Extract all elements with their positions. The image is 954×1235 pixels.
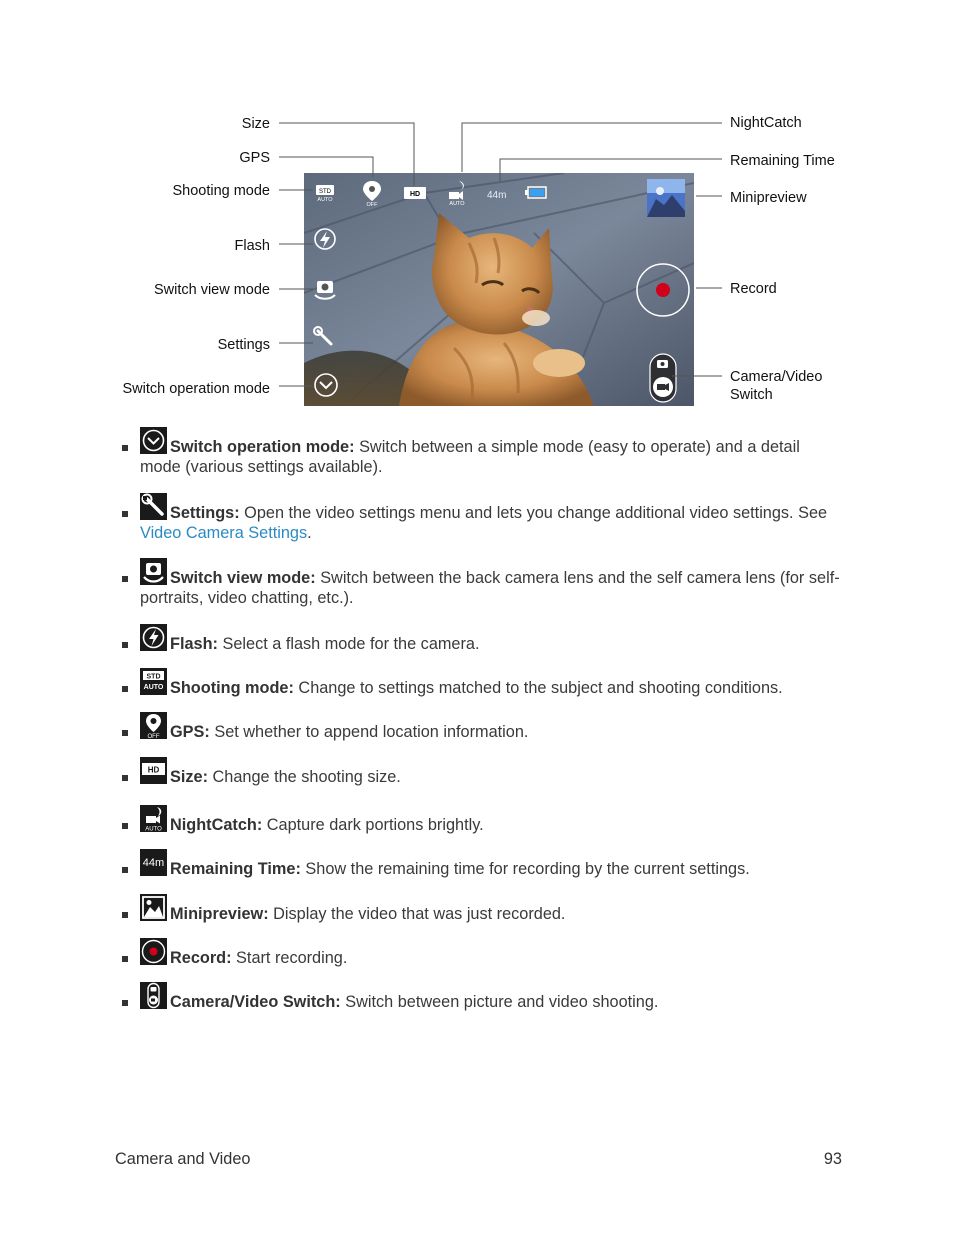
bullet bbox=[122, 956, 128, 962]
feature-desc: Start recording. bbox=[231, 949, 348, 967]
feature-desc: Capture dark portions brightly. bbox=[262, 816, 484, 834]
callout-settings: Settings bbox=[217, 337, 270, 353]
feature-title: GPS: bbox=[170, 723, 210, 741]
feature-text bbox=[140, 815, 845, 835]
callout-remaining-time: Remaining Time bbox=[730, 153, 835, 169]
bullet bbox=[122, 576, 128, 582]
feature-text bbox=[140, 678, 845, 698]
bullet bbox=[122, 1000, 128, 1006]
callout-gps: GPS bbox=[239, 150, 270, 166]
icon-auto-label: AUTO bbox=[143, 684, 164, 691]
feature-title: Camera/Video Switch: bbox=[170, 993, 341, 1011]
feature-title: Settings: bbox=[170, 504, 240, 522]
bullet bbox=[122, 511, 128, 517]
feature-text bbox=[140, 767, 845, 787]
feature-desc: Display the video that was just recorded. bbox=[268, 905, 566, 923]
feature-desc: Switch between a simple mode (easy to operate) and a detail mode (various settings available). bbox=[140, 438, 800, 476]
feature-desc: Change to settings matched to the subject and shooting conditions. bbox=[293, 679, 783, 697]
video-camera-settings-link[interactable]: Video Camera Settings bbox=[140, 524, 308, 542]
bullet bbox=[122, 686, 128, 692]
bullet bbox=[122, 823, 128, 829]
callout-leader-lines bbox=[0, 0, 954, 420]
callout-record: Record bbox=[730, 281, 777, 297]
feature-text bbox=[140, 859, 845, 879]
bullet bbox=[122, 730, 128, 736]
vf-auto-label: AUTO bbox=[317, 197, 333, 203]
vf-std-label: STD bbox=[319, 189, 331, 195]
bullet bbox=[122, 775, 128, 781]
feature-desc: Set whether to append location information. bbox=[209, 723, 529, 741]
vf-night-auto-label: AUTO bbox=[449, 201, 465, 207]
callout-shooting-mode: Shooting mode bbox=[172, 183, 270, 199]
callout-nightcatch: NightCatch bbox=[730, 115, 802, 131]
feature-desc: Switch between picture and video shooting. bbox=[340, 993, 659, 1011]
bullet bbox=[122, 867, 128, 873]
feature-text bbox=[140, 634, 845, 654]
feature-title: Minipreview: bbox=[170, 905, 269, 923]
callout-camera-video-line2: Switch bbox=[730, 387, 773, 403]
callout-camera-video-line1: Camera/Video bbox=[730, 369, 823, 385]
bullet bbox=[122, 912, 128, 918]
feature-text bbox=[140, 948, 845, 968]
callout-switch-view-mode: Switch view mode bbox=[153, 282, 270, 298]
feature-title: Shooting mode: bbox=[170, 679, 294, 697]
feature-title: NightCatch: bbox=[170, 816, 263, 834]
callout-switch-operation-mode: Switch operation mode bbox=[122, 381, 270, 397]
feature-title: Record: bbox=[170, 949, 232, 967]
feature-text bbox=[140, 992, 845, 1012]
icon-off-label: OFF bbox=[147, 734, 160, 739]
feature-title: Remaining Time: bbox=[170, 860, 301, 878]
icon-std-label: STD bbox=[146, 673, 161, 681]
feature-desc: Change the shooting size. bbox=[208, 768, 401, 786]
feature-desc: Select a flash mode for the camera. bbox=[217, 635, 480, 653]
feature-title: Switch operation mode: bbox=[170, 438, 355, 456]
callout-minipreview: Minipreview bbox=[730, 190, 807, 206]
feature-tail: . bbox=[307, 524, 312, 542]
feature-text bbox=[140, 437, 845, 477]
feature-desc: Open the video settings menu and lets you change additional video settings. See bbox=[239, 504, 828, 522]
bullet bbox=[122, 445, 128, 451]
vf-hd-label: HD bbox=[409, 191, 421, 198]
vf-gps-off-label: OFF bbox=[366, 202, 378, 208]
feature-title: Switch view mode: bbox=[170, 569, 316, 587]
feature-desc: Switch between the back camera lens and the self camera lens (for self-portraits, video chatting, etc.). bbox=[140, 569, 840, 607]
feature-desc: Show the remaining time for recording by the current settings. bbox=[300, 860, 750, 878]
bullet bbox=[122, 642, 128, 648]
footer-page-number: 93 bbox=[823, 1150, 842, 1168]
callout-flash: Flash bbox=[234, 238, 270, 254]
feature-text bbox=[140, 722, 845, 742]
icon-remaining-label: 44m bbox=[142, 857, 165, 869]
icon-night-auto-label: AUTO bbox=[145, 826, 162, 832]
feature-text bbox=[140, 503, 845, 543]
callout-size: Size bbox=[241, 116, 270, 132]
icon-hd-label: HD bbox=[147, 765, 160, 775]
remaining-time-label: 44m bbox=[487, 190, 507, 201]
feature-title: Flash: bbox=[170, 635, 218, 653]
feature-text bbox=[140, 904, 845, 924]
feature-text bbox=[140, 568, 845, 608]
feature-title: Size: bbox=[170, 768, 209, 786]
footer-section-title: Camera and Video bbox=[115, 1150, 251, 1168]
